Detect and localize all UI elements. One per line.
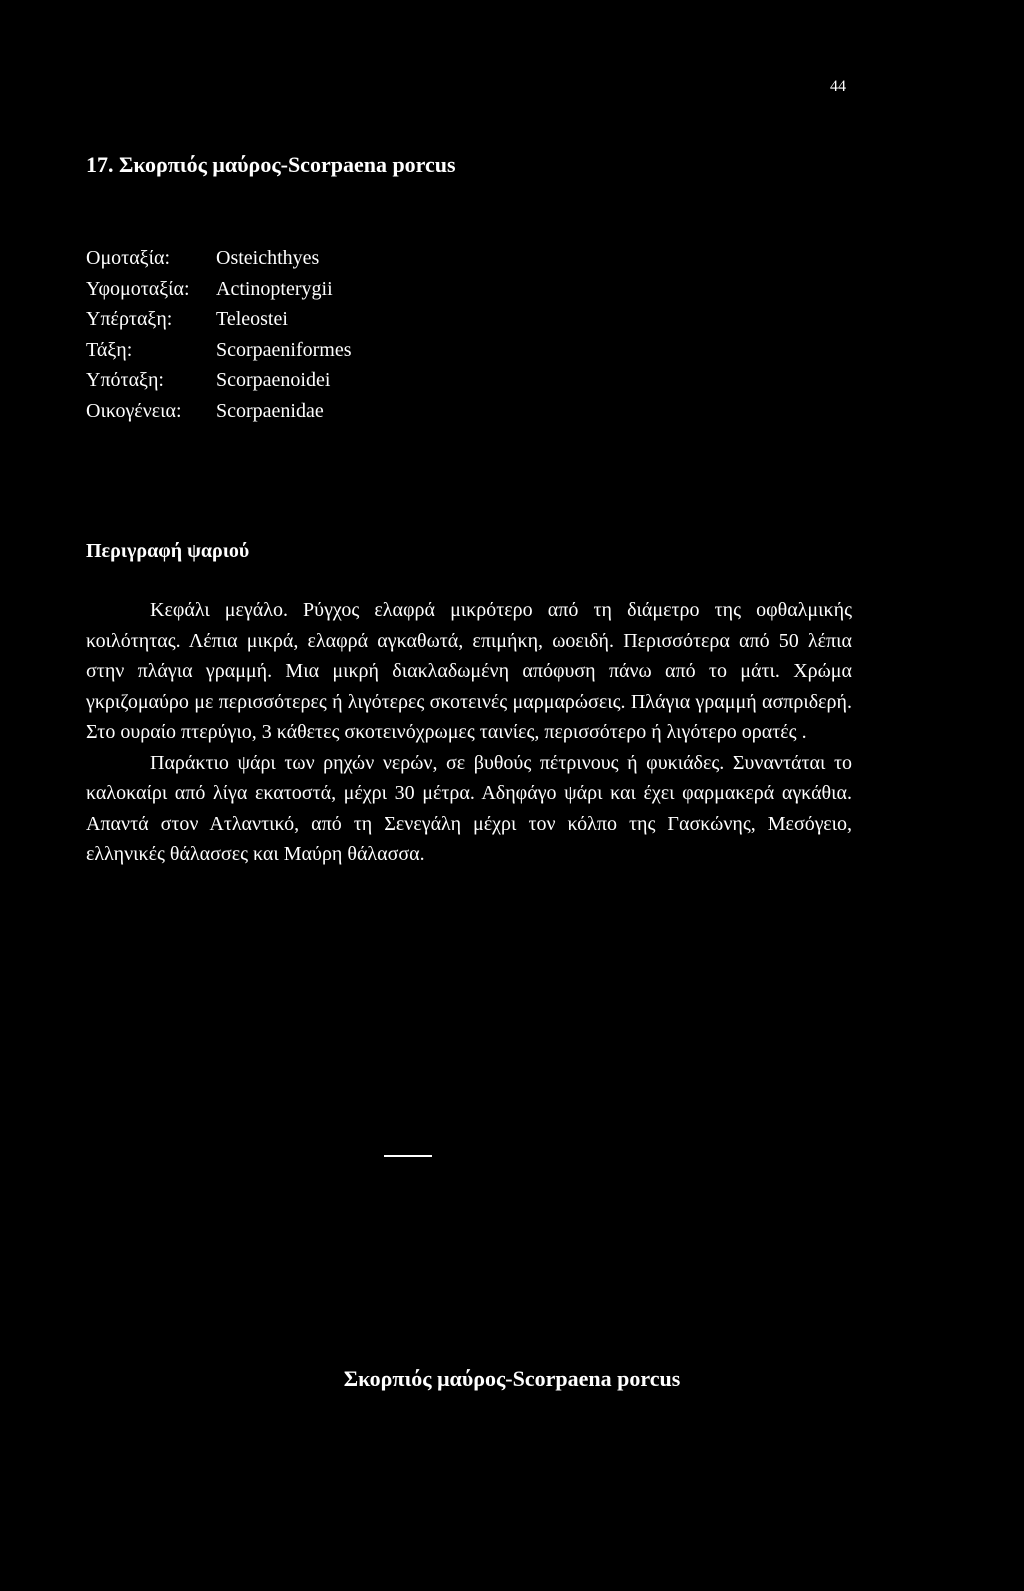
taxonomy-row-superorder	[86, 304, 352, 335]
taxonomy-label: Υπέρταξη:	[86, 308, 173, 330]
description-body	[86, 595, 852, 870]
image-placeholder-rule	[384, 1155, 432, 1157]
taxonomy-row-suborder	[86, 365, 352, 396]
taxonomy-value: Actinopterygii	[216, 277, 333, 300]
description-paragraph: Κεφάλι μεγάλο. Ρύγχος ελαφρά μικρότερο από τη διάμετρο της οφθαλμικής κοιλότητας. Λέπια μικρά, ελαφρά αγκαθωτά, επιμήκη, ωοειδή. Περισσότερα από 50 λέπια στην πλάγια γραμμή. Μια μικρή διακλαδωμένη απόφυση πάνω από το μάτι. Χρώμα γκριζομαύρο με περισσότερες ή λιγότερες σκοτεινές μαρμαρώσεις. Πλάγια γραμμή ασπριδερή. Στο ουραίο πτερύγιο, 3 κάθετες σκοτεινόχρωμες ταινίες, περισσότερο ή λιγότερο ορατές .	[86, 599, 852, 743]
taxonomy-row-family	[86, 396, 352, 427]
taxonomy-label: Τάξη:	[86, 338, 133, 361]
taxonomy-value: Osteichthyes	[216, 247, 320, 269]
taxonomy-label: Υφομοταξία:	[86, 277, 190, 300]
taxonomy-label: Υπόταξη:	[86, 369, 164, 391]
taxonomy-label: Ομοταξία:	[86, 247, 171, 269]
taxonomy-value: Scorpaenidae	[216, 399, 324, 422]
taxonomy-value: Scorpaenoidei	[216, 369, 331, 391]
page-number: 44	[830, 78, 846, 95]
taxonomy-label: Οικογένεια:	[86, 399, 182, 422]
taxonomy-row-subclass	[86, 274, 352, 305]
section-title: 17. Σκορπιός μαύρος-Scorpaena porcus	[86, 152, 456, 177]
taxonomy-row-order	[86, 335, 352, 366]
taxonomy-value: Scorpaeniformes	[216, 338, 352, 361]
figure-caption: Σκορπιός μαύρος-Scorpaena porcus	[343, 1366, 681, 1391]
description-paragraph: Παράκτιο ψάρι των ρηχών νερών, σε βυθούς πέτρινους ή φυκιάδες. Συναντάται το καλοκαίρι από λίγα εκατοστά, μέχρι 30 μέτρα. Αδηφάγο ψάρι και έχει φαρμακερά αγκάθια. Απαντά στον Ατλαντικό, από τη Σενεγάλη μέχρι τον κόλπο της Γασκώνης, Μεσόγειο, ελληνικές θάλασσες και Μαύρη θάλασσα.	[86, 751, 852, 865]
taxonomy-value: Teleostei	[216, 308, 288, 330]
taxonomy-table	[86, 243, 352, 426]
description-heading: Περιγραφή ψαριού	[86, 540, 250, 562]
taxonomy-row-class	[86, 243, 352, 274]
